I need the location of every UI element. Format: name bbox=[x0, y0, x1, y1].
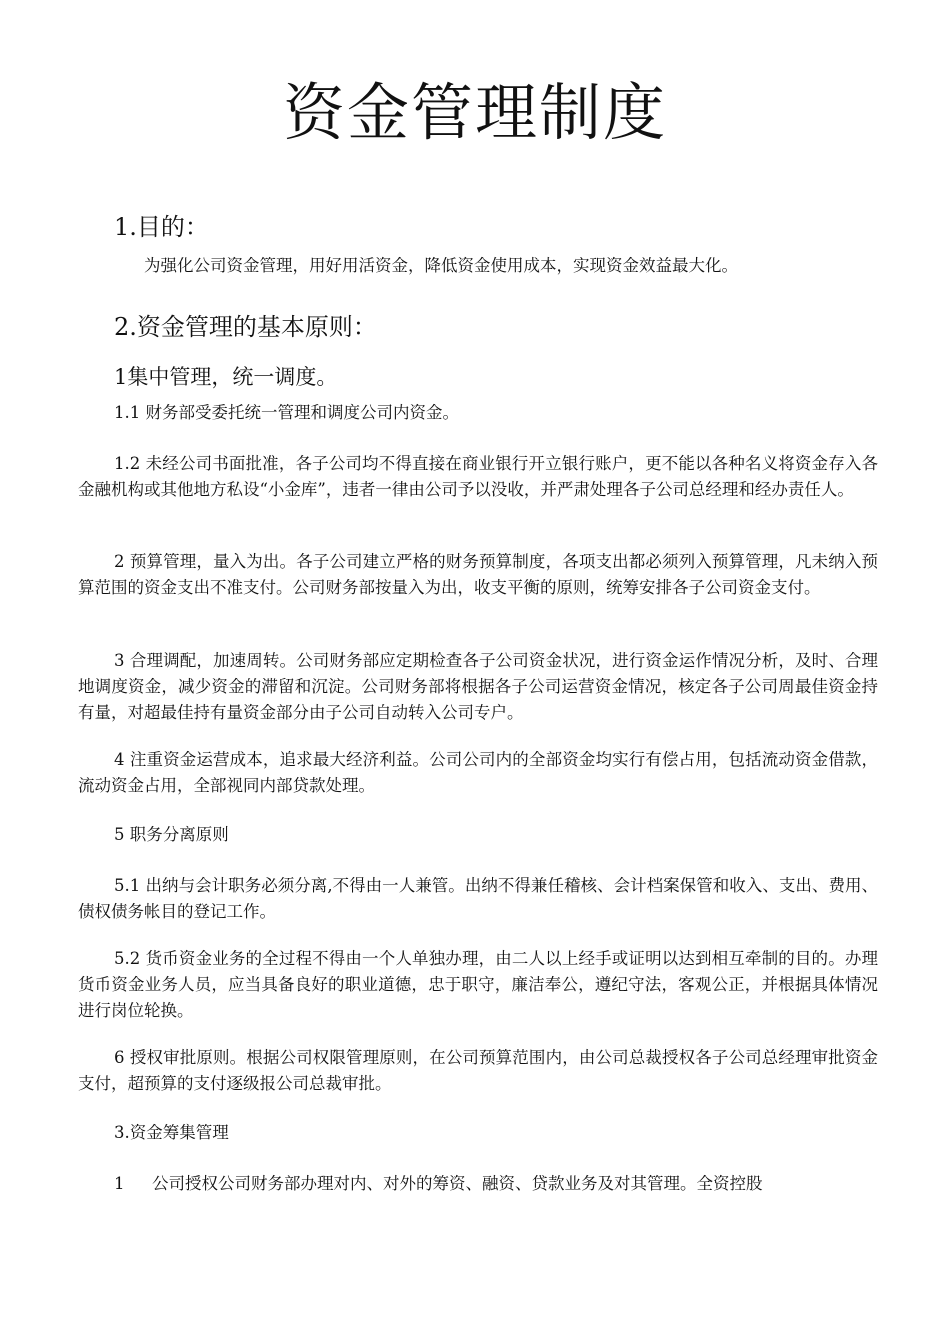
principle-5-2: 5.2 货币资金业务的全过程不得由一个人单独办理，由二人以上经手或证明以达到相互牵制的目的。办理货币资金业务人员，应当具备良好的职业道德，忠于职守，廉洁奉公，遵纪守法，客观公正，并根据具体情况进行岗位轮换。 bbox=[78, 949, 878, 1020]
section-1-text bbox=[108, 253, 878, 279]
section-3-item-1-text: 公司授权公司财务部办理对内、对外的筹资、融资、贷款业务及对其管理。全资控股 bbox=[152, 1174, 763, 1193]
principle-5-heading: 5 职务分离原则 bbox=[114, 825, 229, 844]
section-1-text-content: 为强化公司资金管理，用好用活资金，降低资金使用成本，实现资金效益最大化。 bbox=[144, 256, 738, 275]
section-1-heading: 1.目的： bbox=[114, 213, 209, 241]
principle-1-1: 1.1 财务部受委托统一管理和调度公司内资金。 bbox=[114, 403, 459, 422]
document-title: 资金管理制度 bbox=[282, 76, 667, 149]
principle-1-heading: 1集中管理，统一调度。 bbox=[114, 365, 338, 389]
principle-4: 4 注重资金运营成本，追求最大经济利益。公司公司内的全部资金均实行有偿占用，包括流动资金借款，流动资金占用，全部视同内部贷款处理。 bbox=[78, 750, 878, 795]
section-2-heading: 2.资金管理的基本原则： bbox=[114, 313, 377, 341]
section-3-item-1-number: 1 bbox=[114, 1174, 125, 1193]
principle-6: 6 授权审批原则。根据公司权限管理原则，在公司预算范围内，由公司总裁授权各子公司总经理审批资金支付，超预算的支付逐级报公司总裁审批。 bbox=[78, 1048, 878, 1093]
principle-5-1: 5.1 出纳与会计职务必须分离,不得由一人兼管。出纳不得兼任稽核、会计档案保管和收入、支出、费用、债权债务帐目的登记工作。 bbox=[78, 876, 878, 921]
principle-2: 2 预算管理，量入为出。各子公司建立严格的财务预算制度，各项支出都必须列入预算管理，凡未纳入预算范围的资金支出不准支付。公司财务部按量入为出，收支平衡的原则，统筹安排各子公司资金支付。 bbox=[78, 552, 878, 597]
principle-1-2: 1.2 未经公司书面批准，各子公司均不得直接在商业银行开立银行账户，更不能以各种名义将资金存入各金融机构或其他地方私设“小金库”，违者一律由公司予以没收，并严肃处理各子公司总经理和经办责任人。 bbox=[78, 454, 878, 499]
principle-3: 3 合理调配，加速周转。公司财务部应定期检查各子公司资金状况，进行资金运作情况分析，及时、合理地调度资金，减少资金的滞留和沉淀。公司财务部将根据各子公司运营资金情况，核定各子公司周最佳资金持有量，对超最佳持有量资金部分由子公司自动转入公司专户。 bbox=[78, 651, 878, 722]
section-3-heading: 3.资金筹集管理 bbox=[114, 1123, 229, 1142]
